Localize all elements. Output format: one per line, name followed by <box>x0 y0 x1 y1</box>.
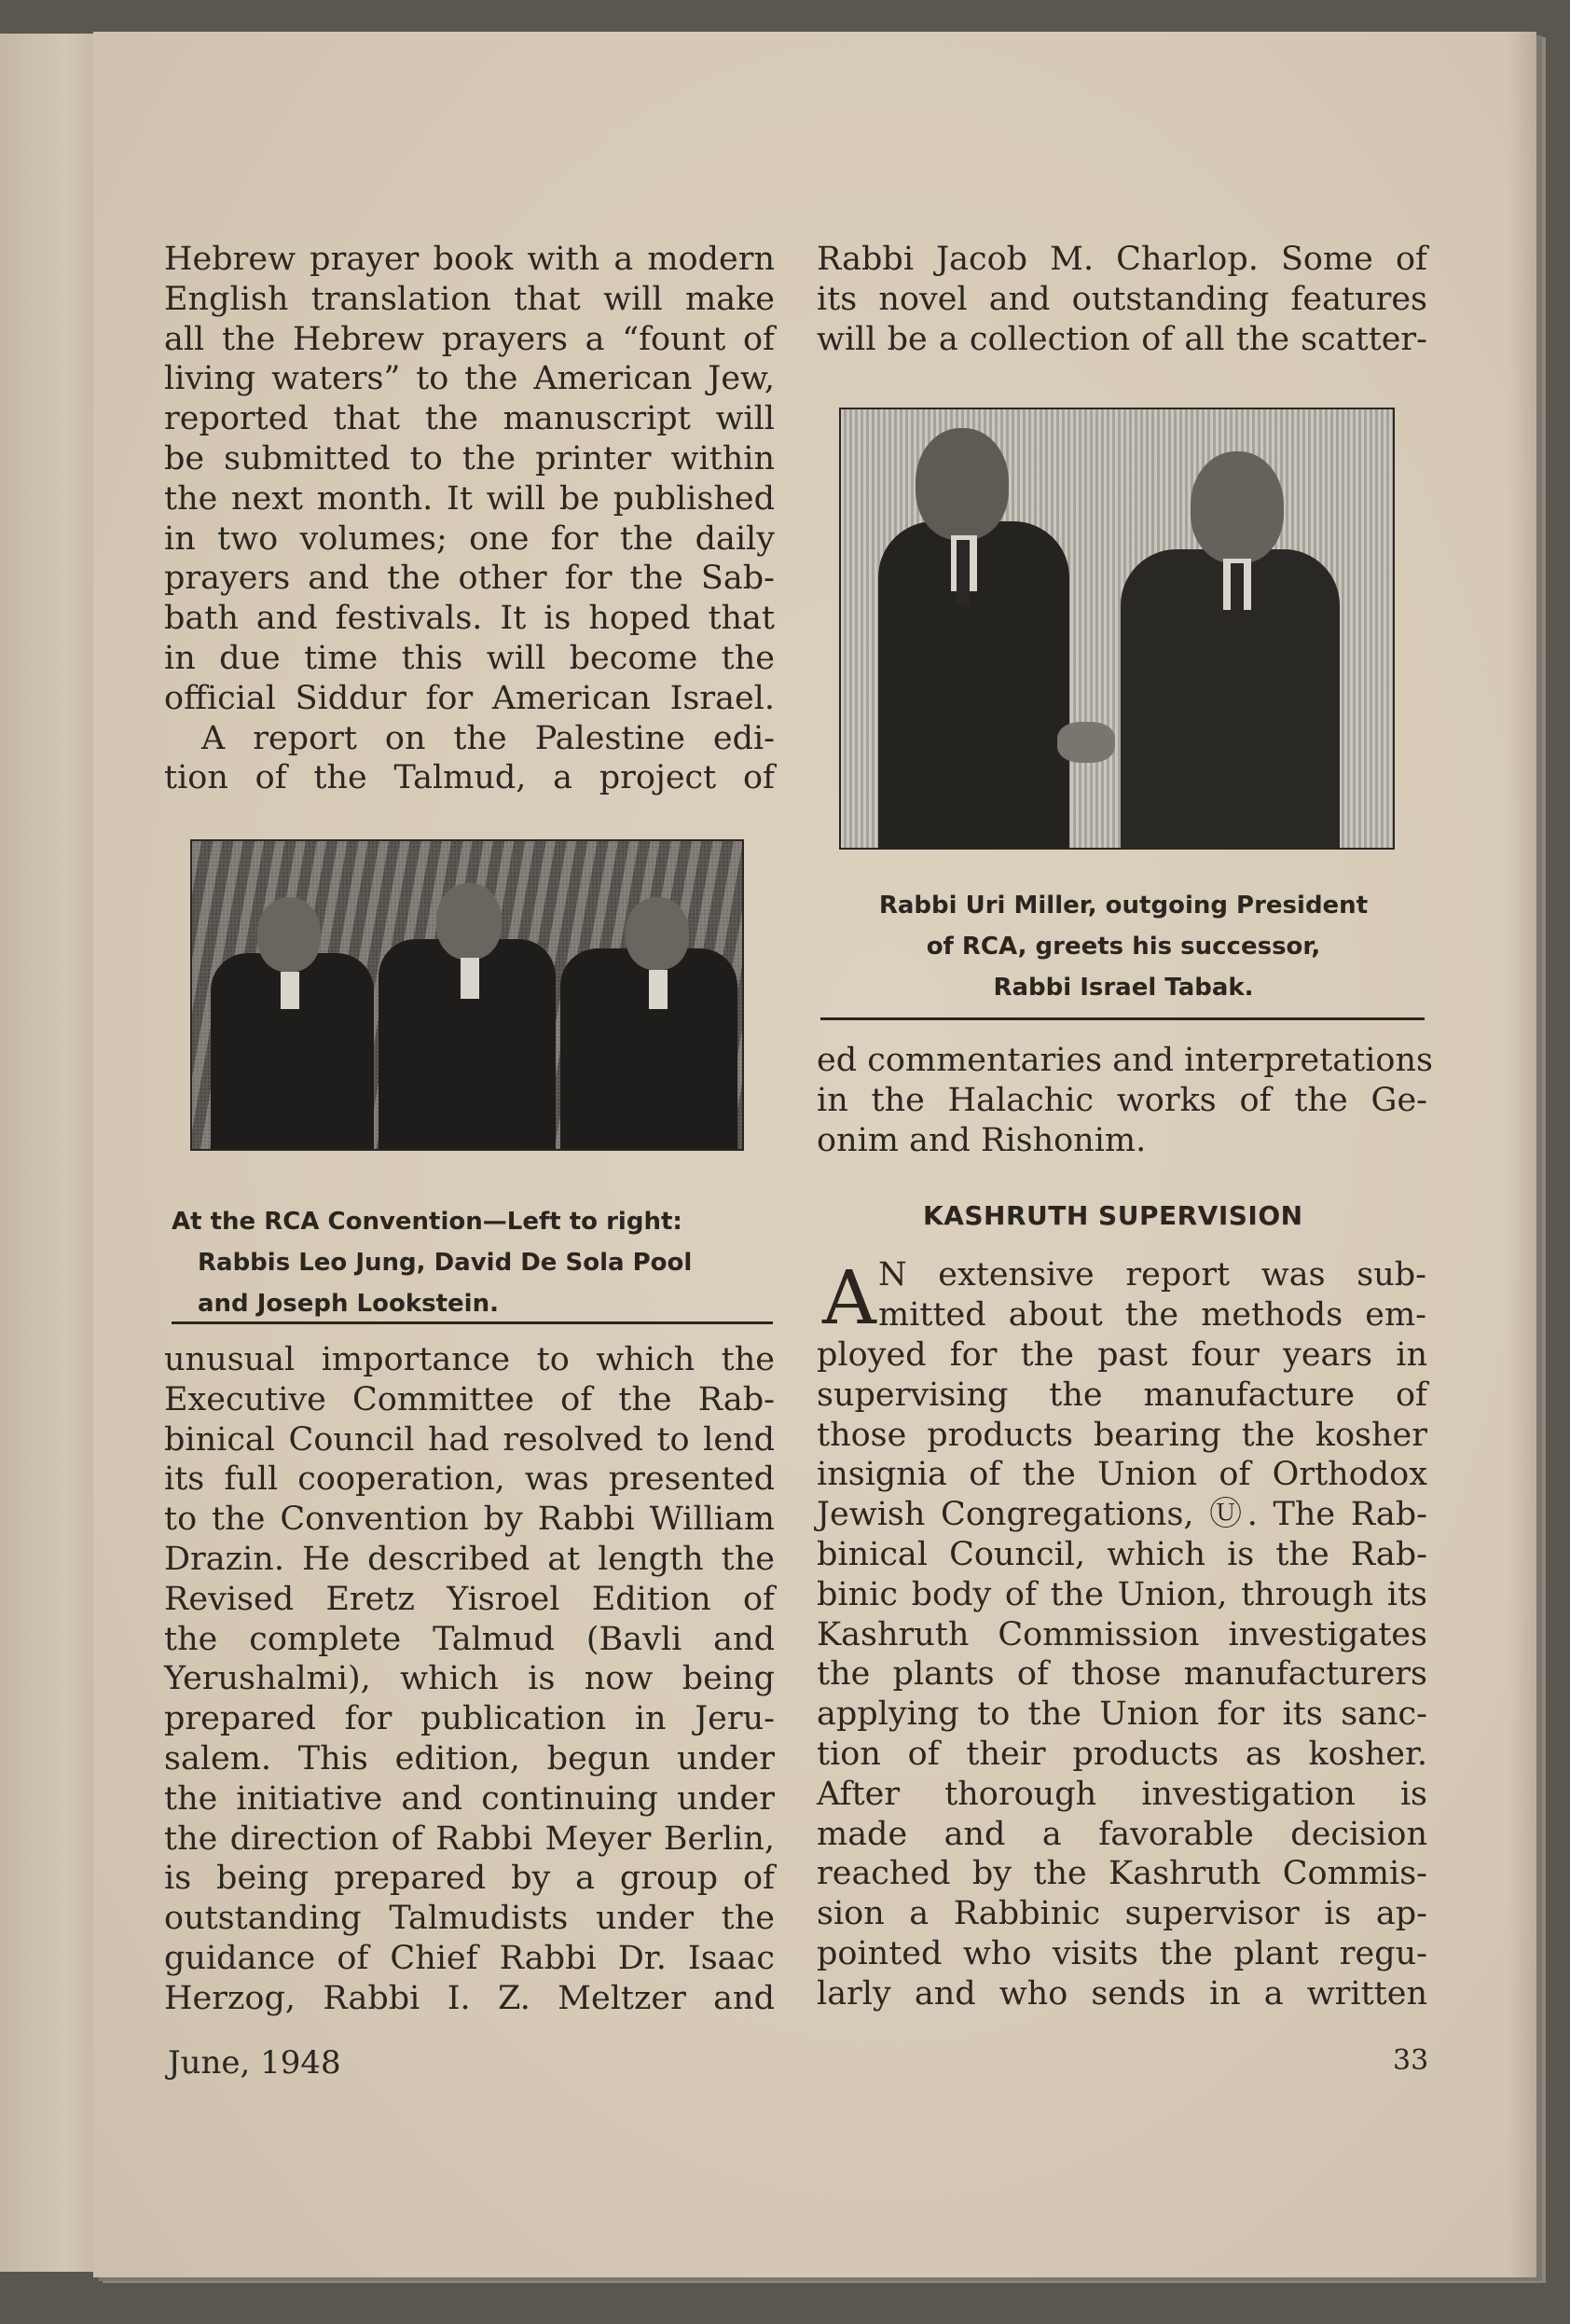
text-line: Executive Committee of the Rab- <box>164 1380 775 1418</box>
text-line: guidance of Chief Rabbi Dr. Isaac <box>164 1939 775 1977</box>
right-column-bottom-text <box>817 1335 1427 2014</box>
text-line: Hebrew prayer book with a modern <box>164 241 775 278</box>
text-line: applying to the Union for its sanc- <box>817 1695 1427 1734</box>
left-caption-rule <box>172 1321 773 1324</box>
left-column-bottom-text <box>164 1340 775 2019</box>
page-number: 33 <box>1393 2044 1429 2077</box>
text-line: made and a favorable decision <box>817 1815 1427 1853</box>
text-line: prepared for publication in Jeru- <box>164 1700 775 1738</box>
convention-photo-caption <box>172 1201 692 1324</box>
text-line: the plants of those manufacturers <box>817 1655 1427 1694</box>
text-line: Yerushalmi), which is now being <box>164 1660 775 1698</box>
text-line: bath and festivals. It is hoped that <box>164 600 775 638</box>
text-line: its full cooperation, was presented <box>164 1460 775 1499</box>
text-line: will be a collection of all the scatter- <box>817 320 1427 358</box>
text-line: reached by the Kashruth Commis- <box>817 1855 1427 1893</box>
text-line: ployed for the past four years in <box>817 1336 1427 1374</box>
text-line: reported that the manuscript will <box>164 400 775 438</box>
text-line: tion of their products as kosher. <box>817 1735 1427 1773</box>
text-line: is being prepared by a group of <box>164 1860 775 1898</box>
text-line: insignia of the Union of Orthodox <box>817 1456 1427 1494</box>
text-line: in due time this will become the <box>164 639 775 677</box>
text-line: Drazin. He described at length the <box>164 1540 775 1578</box>
text-line: Kashruth Commission investigates <box>817 1615 1427 1653</box>
caption-line: and Joseph Lookstein. <box>198 1290 499 1318</box>
caption-line: of RCA, greets his successor, <box>926 933 1321 961</box>
text-line: Jewish Congregations, Ⓤ. The Rab- <box>817 1496 1427 1534</box>
text-line: the direction of Rabbi Meyer Berlin, <box>164 1819 775 1858</box>
kashruth-section-heading: KASHRUTH SUPERVISION <box>923 1200 1303 1231</box>
text-line: onim and Rishonim. <box>817 1121 1147 1159</box>
convention-photo <box>190 839 744 1151</box>
text-line: the initiative and continuing under <box>164 1779 775 1818</box>
text-line: ed commentaries and interpretations <box>817 1042 1434 1079</box>
caption-line: At the RCA Convention—Left to right: <box>172 1208 682 1236</box>
text-line: in the Halachic works of the Ge- <box>817 1081 1427 1119</box>
text-line: those products bearing the kosher <box>817 1416 1427 1454</box>
right-column-top-text <box>817 240 1427 359</box>
text-line: binical Council, which is the Rab- <box>817 1535 1427 1573</box>
text-line: in two volumes; one for the daily <box>164 519 775 558</box>
text-line: Herzog, Rabbi I. Z. Meltzer and <box>164 1979 775 2017</box>
text-line: unusual importance to which the <box>164 1341 775 1378</box>
left-column-top-text <box>164 240 775 798</box>
caption-line: Rabbis Leo Jung, David De Sola Pool <box>198 1249 693 1277</box>
text-line: be submitted to the printer within <box>164 439 775 477</box>
handshake-photo <box>839 408 1395 850</box>
caption-line: Rabbi Israel Tabak. <box>993 974 1254 1002</box>
text-line: A report on the Palestine edi- <box>201 719 775 757</box>
text-line: Revised Eretz Yisroel Edition of <box>164 1580 775 1618</box>
text-line: its novel and outstanding features <box>817 280 1427 318</box>
text-line: English translation that will make <box>164 280 775 318</box>
text-line: pointed who visits the plant regu- <box>817 1934 1427 1972</box>
handshake-photo-caption <box>820 885 1426 1008</box>
text-line: all the Hebrew prayers a “fount of <box>164 320 775 358</box>
right-caption-rule <box>820 1017 1425 1020</box>
text-line: supervising the manufacture of <box>817 1376 1427 1414</box>
text-line: official Siddur for American Israel. <box>164 679 775 717</box>
text-line: outstanding Talmudists under the <box>164 1900 775 1938</box>
text-line: the next month. It will be published <box>164 479 775 518</box>
text-line: prayers and the other for the Sab- <box>164 560 775 598</box>
text-line: living waters” to the American Jew, <box>164 360 775 398</box>
text-line: larly and who sends in a written <box>817 1974 1427 2013</box>
text-line: binic body of the Union, through its <box>817 1575 1427 1613</box>
drop-cap-letter: A <box>822 1254 876 1341</box>
text-line: Rabbi Jacob M. Charlop. Some of <box>817 241 1427 278</box>
right-column-dropcap-text <box>878 1255 1426 1335</box>
page-curl-shadow <box>1508 32 1536 2277</box>
text-line: sion a Rabbinic supervisor is ap- <box>817 1895 1427 1933</box>
text-line: binical Council had resolved to lend <box>164 1420 775 1459</box>
issue-date: June, 1948 <box>168 2044 341 2082</box>
text-line: salem. This edition, begun under <box>164 1739 775 1778</box>
text-line: tion of the Talmud, a project of <box>164 759 775 797</box>
previous-page-edge <box>0 34 95 2272</box>
right-column-middle-text <box>817 1041 1434 1160</box>
text-line: to the Convention by Rabbi William <box>164 1501 775 1539</box>
text-line: the complete Talmud (Bavli and <box>164 1620 775 1658</box>
text-line: After thorough investigation is <box>817 1775 1427 1813</box>
text-line: mitted about the methods em- <box>878 1295 1426 1334</box>
caption-line: Rabbi Uri Miller, outgoing President <box>878 892 1369 920</box>
text-line: N extensive report was sub- <box>878 1256 1426 1293</box>
